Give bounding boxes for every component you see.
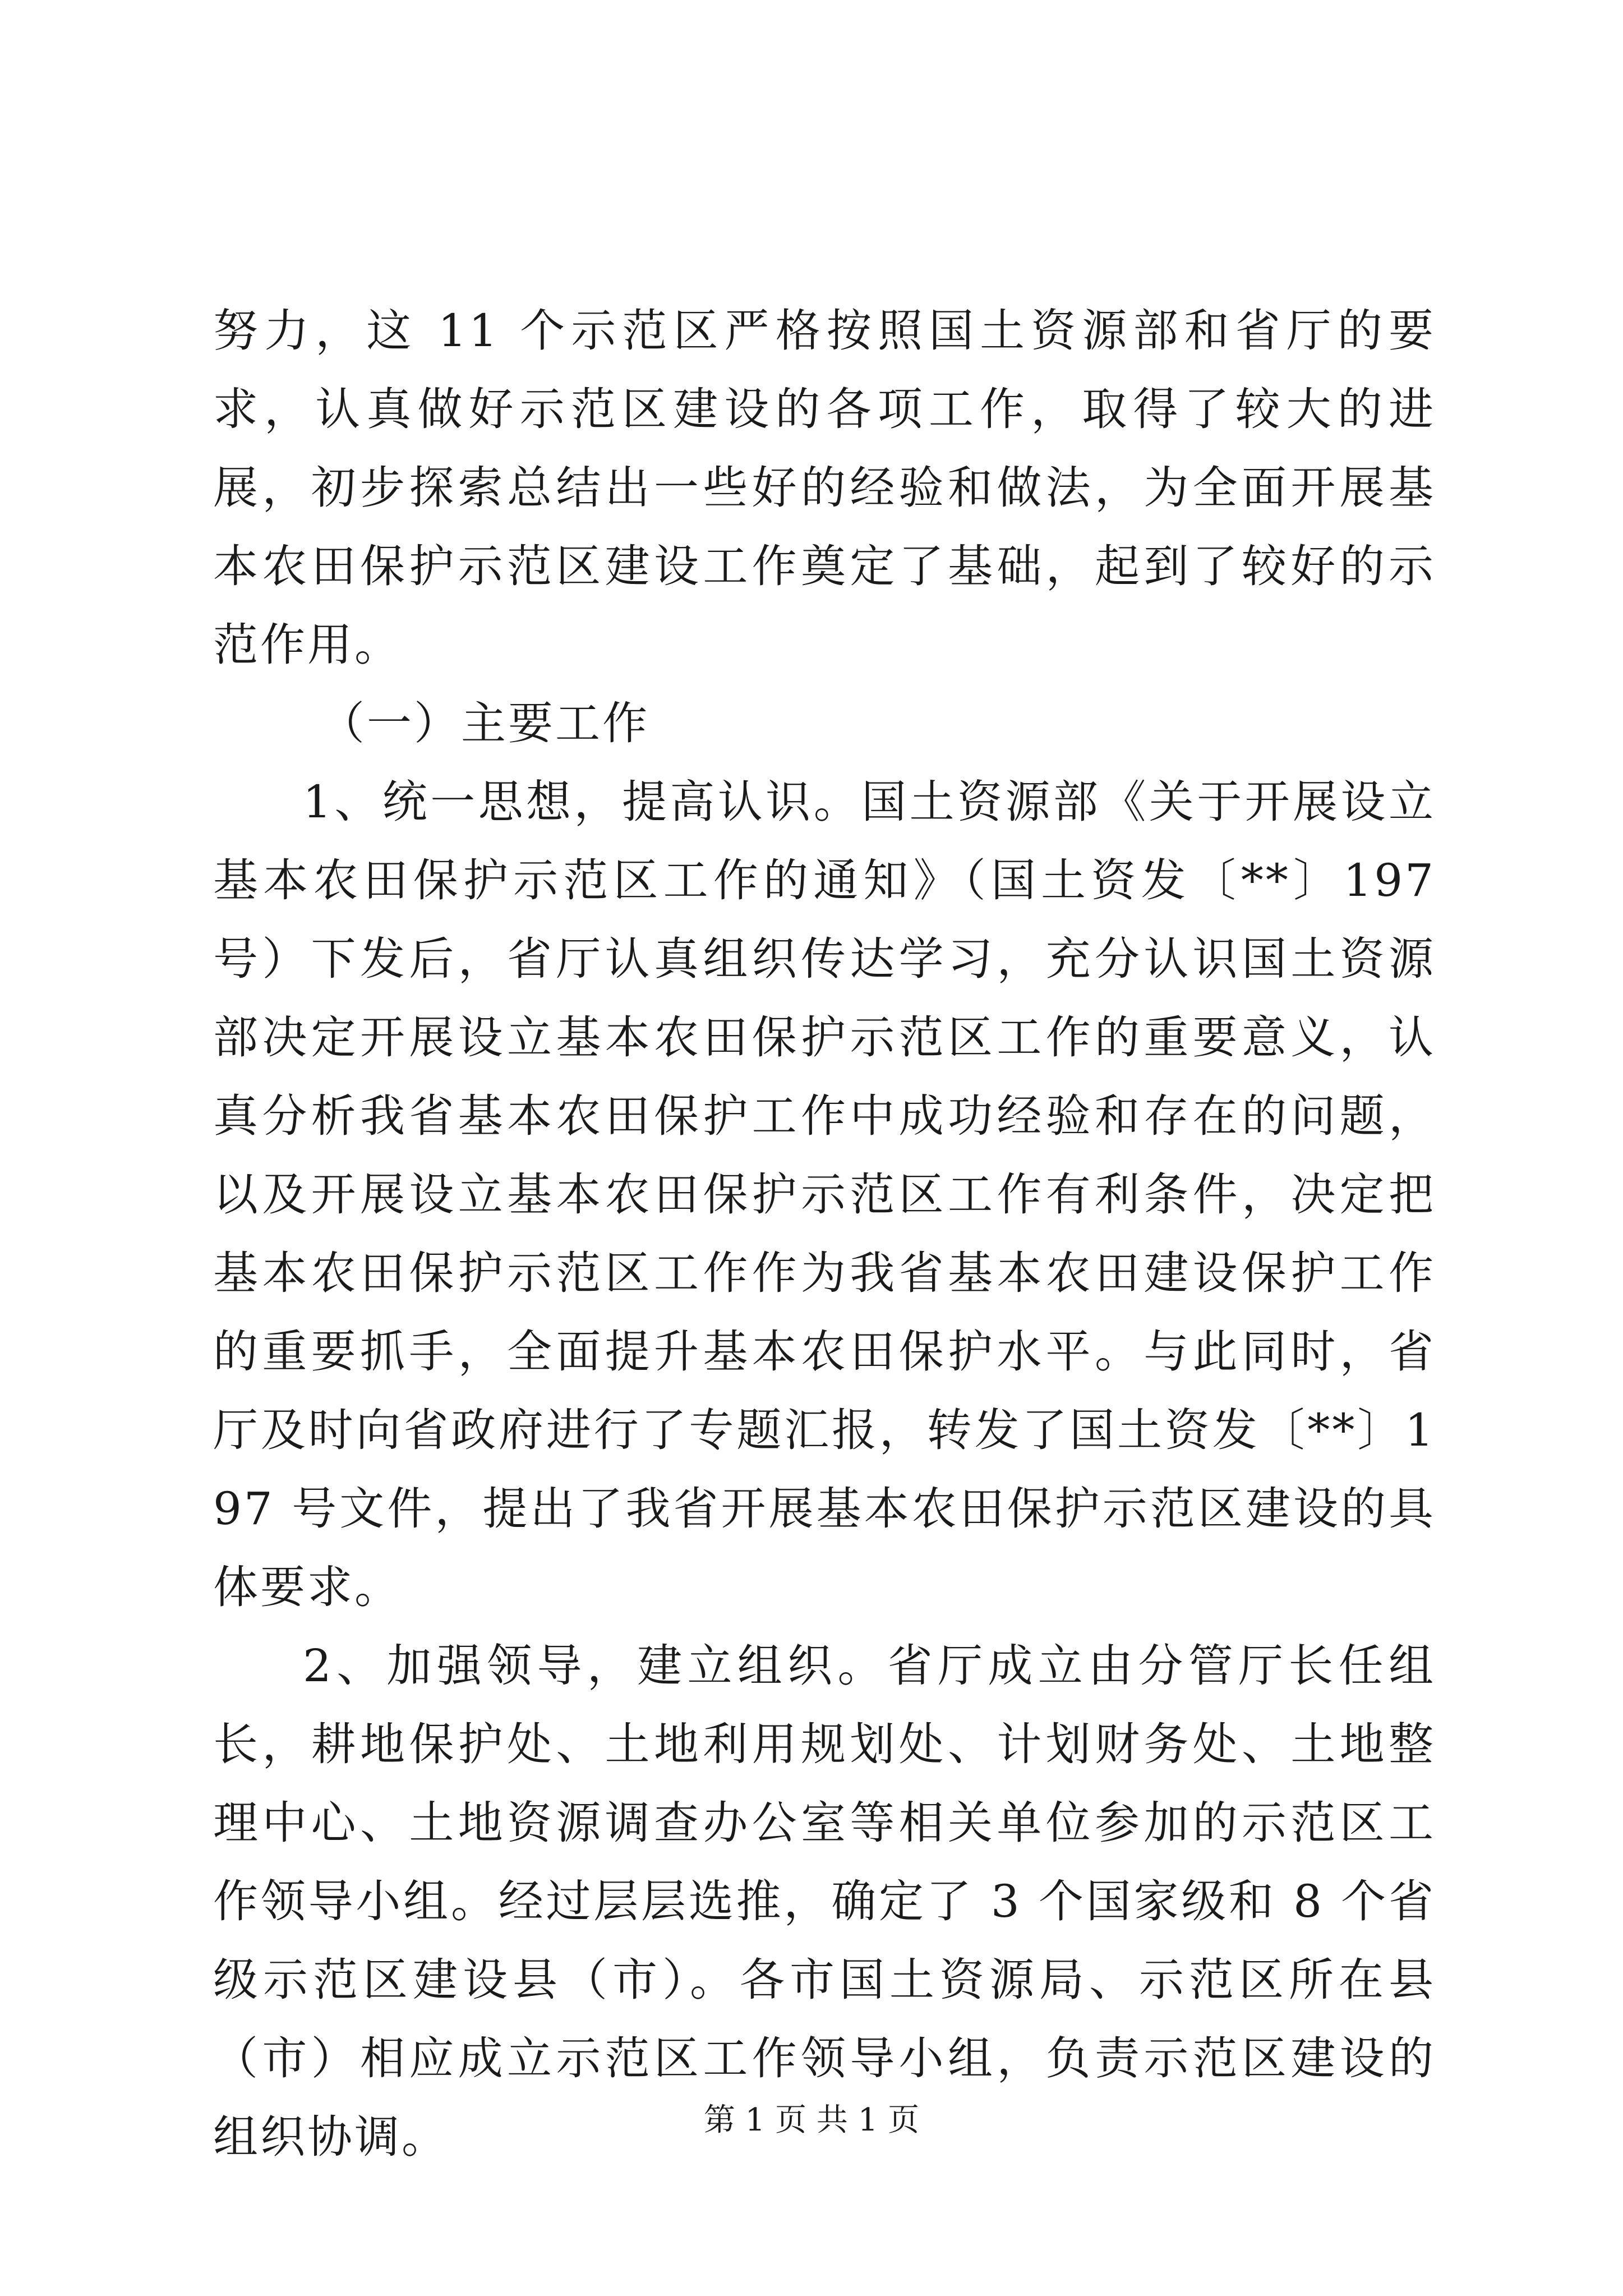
paragraph-item-2: 2、加强领导，建立组织。省厅成立由分管厅长任组长，耕地保护处、土地利用规划处、计划财务处、土地整理中心、土地资源调查办公室等相关单位参加的示范区工作领导小组。经过层层选推，确定了 3 个国家级和 8 个省级示范区建设县（市）。各市国土资源局、示范区所在县（市）相应成立示范区工作领导小组，负责示范区建设的组织协调。 xyxy=(213,1640,1436,2163)
document-body xyxy=(213,292,1436,2177)
page-footer: 第 1 页 共 1 页 xyxy=(703,2102,920,2138)
paragraph-item-1: 1、统一思想，提高认识。国土资源部《关于开展设立基本农田保护示范区工作的通知》（国土资发〔**〕197 号）下发后，省厅认真组织传达学习，充分认识国土资源部决定开展设立基本农田保护示范区工作的重要意义，认真分析我省基本农田保护工作中成功经验和存在的问题，以及开展设立基本农田保护示范区工作有利条件，决定把基本农田保护示范区工作作为我省基本农田建设保护工作的重要抓手，全面提升基本农田保护水平。与此同时，省厅及时向省政府进行了专题汇报，转发了国土资发〔**〕197 号文件，提出了我省开展基本农田保护示范区建设的具体要求。 xyxy=(213,776,1436,1613)
section-heading: （一）主要工作 xyxy=(320,697,649,749)
paragraph-continuation: 努力，这 11 个示范区严格按照国土资源部和省厅的要求，认真做好示范区建设的各项工作，取得了较大的进展，初步探索总结出一些好的经验和做法，为全面开展基本农田保护示范区建设工作奠定了基础，起到了较好的示范作用。 xyxy=(213,305,1436,671)
